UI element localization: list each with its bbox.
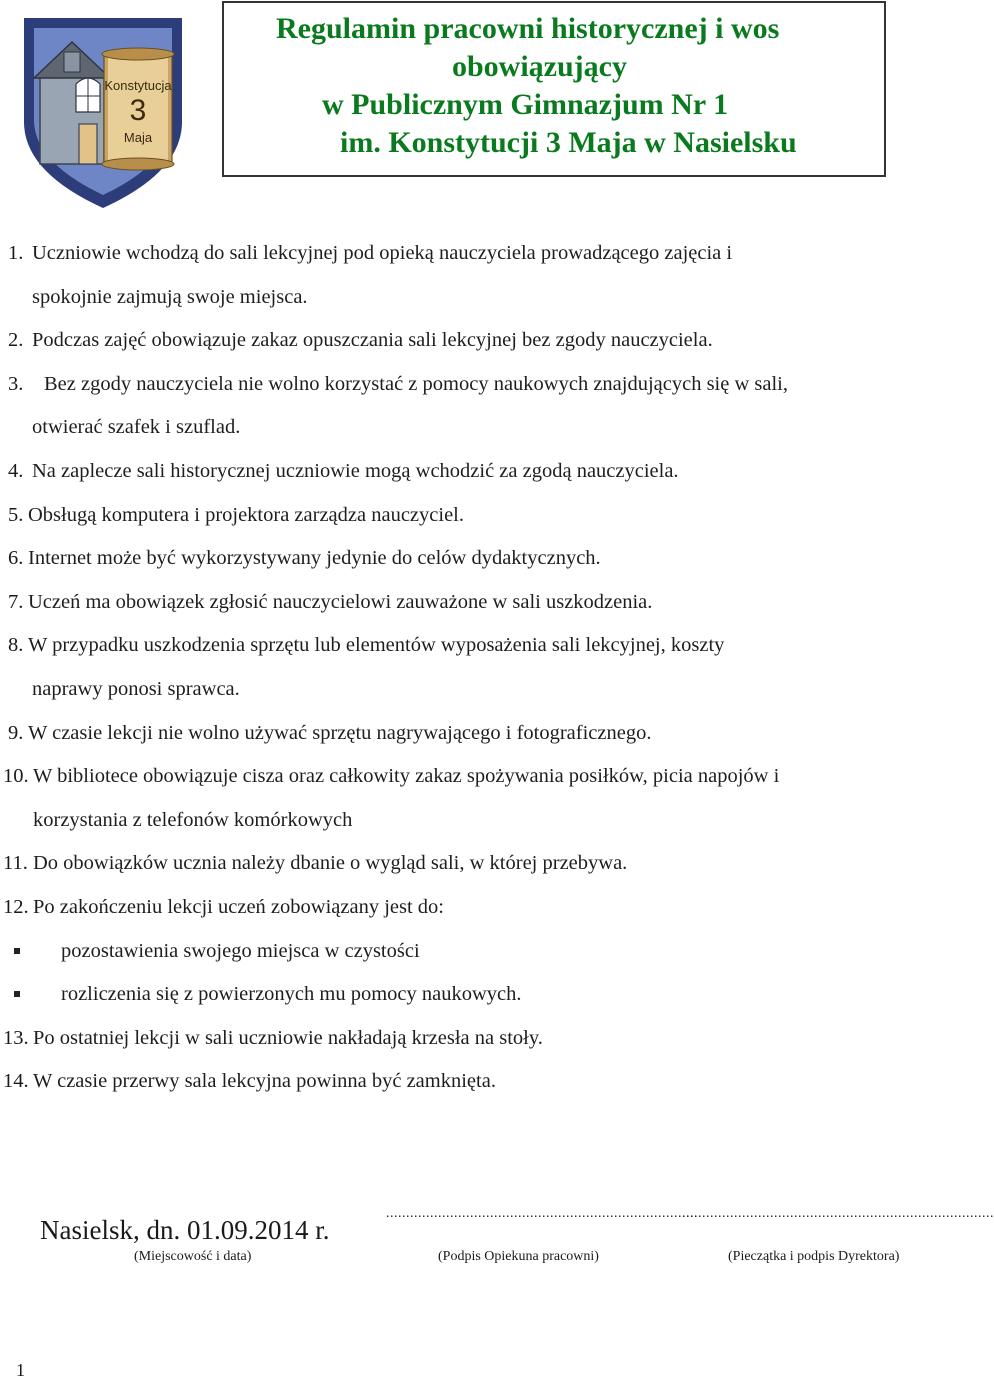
rule-number: 6. (8, 547, 24, 570)
rule-number: 14. (3, 1070, 29, 1093)
logo-text-maja: Maja (123, 130, 153, 145)
rule-text-line: naprawy ponosi sprawca. (32, 678, 240, 700)
rule-number: 11. (3, 852, 28, 875)
rule-number: 8. (8, 634, 24, 657)
school-logo (18, 12, 188, 212)
rule-text-line: Bez zgody nauczyciela nie wolno korzystać z pomocy naukowych znajdujących się w sali, (44, 372, 788, 395)
director-signature-line: .............................................................................. (682, 1206, 994, 1221)
rule-text-line: Do obowiązków ucznia należy dbanie o wygląd sali, w której przebywa. (33, 852, 628, 875)
rule-text-line: W przypadku uszkodzenia sprzętu lub elementów wyposażenia sali lekcyjnej, koszty (28, 634, 725, 657)
bullet-icon (14, 948, 20, 954)
title-box (222, 1, 886, 177)
rule-text-line: Na zaplecze sali historycznej uczniowie mogą wchodzić za zgodą nauczyciela. (32, 460, 679, 482)
caretaker-signature-caption: (Podpis Opiekuna pracowni) (438, 1249, 599, 1264)
rule-text-line: W czasie lekcji nie wolno używać sprzętu nagrywającego i fotograficznego. (28, 721, 652, 744)
title-line-3: w Publicznym Gimnazjum Nr 1 (322, 88, 729, 121)
rule-text-line: Po zakończeniu lekcji uczeń zobowiązany jest do: (33, 896, 444, 918)
rule-number: 4. (8, 460, 24, 482)
title-line-2: obowiązujący (452, 50, 627, 83)
logo-text-konstytucja: Konstytucja (104, 78, 172, 93)
rule-text-line: W czasie przerwy sala lekcyjna powinna być zamknięta. (33, 1070, 496, 1093)
logo-text-3: 3 (129, 94, 147, 127)
sub-item-text: rozliczenia się z powierzonych mu pomocy naukowych. (61, 983, 522, 1006)
rule-text-line: Po ostatniej lekcji w sali uczniowie nakładają krzesła na stoły. (33, 1026, 543, 1049)
rule-number: 3. (8, 372, 24, 395)
place-date-caption: (Miejscowość i data) (134, 1249, 252, 1264)
rule-number: 1. (8, 242, 24, 264)
rule-number: 2. (8, 329, 24, 352)
caretaker-signature-line: .............................................................................. (386, 1206, 698, 1221)
title-line-4: im. Konstytucji 3 Maja w Nasielsku (340, 126, 797, 159)
rule-text-line: otwierać szafek i szuflad. (32, 416, 241, 439)
rule-text-line: korzystania z telefonów komórkowych (33, 808, 353, 831)
rule-number: 7. (8, 590, 24, 613)
director-signature-caption: (Pieczątka i podpis Dyrektora) (728, 1249, 900, 1264)
rule-text-line: Uczeń ma obowiązek zgłosić nauczycielowi zauważone w sali uszkodzenia. (28, 590, 653, 613)
rule-number: 9. (8, 721, 24, 744)
place-date: Nasielsk, dn. 01.09.2014 r. (40, 1215, 330, 1245)
sub-item-text: pozostawienia swojego miejsca w czystości (61, 939, 420, 962)
rule-text-line: Internet może być wykorzystywany jedynie do celów dydaktycznych. (28, 547, 601, 570)
rule-text-line: Uczniowie wchodzą do sali lekcyjnej pod opieką nauczyciela prowadzącego zajęcia i (32, 242, 733, 264)
title-line-1: Regulamin pracowni historycznej i wos (276, 12, 780, 45)
rule-number: 10. (3, 765, 29, 788)
bullet-icon (14, 991, 20, 997)
rule-number: 5. (8, 503, 24, 526)
rule-text-line: Obsługą komputera i projektora zarządza nauczyciel. (28, 503, 464, 526)
rule-text-line: W bibliotece obowiązuje cisza oraz całkowity zakaz spożywania posiłków, picia napojów i (33, 765, 780, 788)
rule-number: 13. (3, 1026, 29, 1049)
scroll-icon (102, 48, 174, 170)
rule-text-line: spokojnie zajmują swoje miejsca. (32, 285, 308, 308)
rule-number: 12. (3, 896, 29, 918)
page-number: 1 (16, 1360, 25, 1380)
rule-text-line: Podczas zajęć obowiązuje zakaz opuszczania sali lekcyjnej bez zgody nauczyciela. (32, 329, 713, 352)
